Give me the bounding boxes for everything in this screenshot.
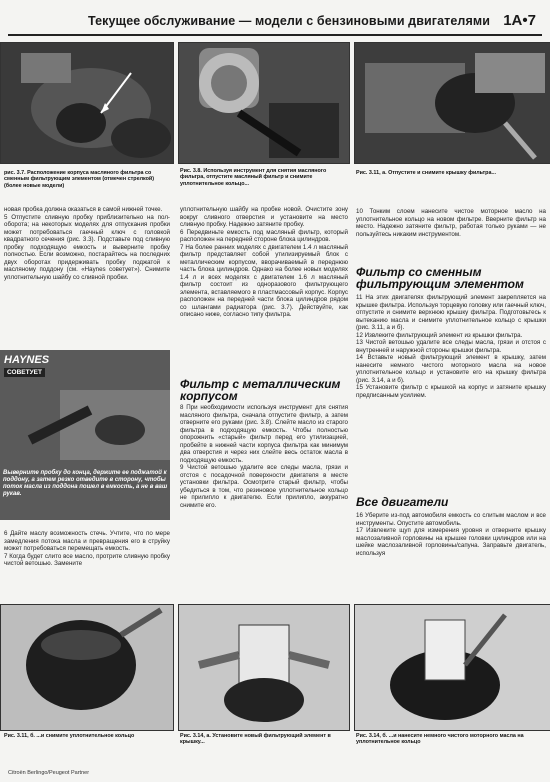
paragraph: уплотнительную шайбу на пробке новой. Очистите зону вокруг сливного отверстия и установите на место сливную пробку. Надежно затяните пробку. xyxy=(180,206,348,228)
paragraph: 15 Установите фильтр с крышкой на корпус и затяните крышку предписанным усилием. xyxy=(356,384,546,399)
header-divider xyxy=(8,34,542,36)
caption-fig-3-14b: Рис. 3.14, б. ...и нанесите немного чистого моторного масла на уплотнительное кольцо xyxy=(356,733,524,746)
caption-fig-3-11b: Рис. 3.11, б. ...и снимите уплотнительное кольцо xyxy=(4,733,135,739)
heading-metal-filter: Фильтр с металлическим корпусом xyxy=(180,377,341,403)
haynes-tip-text: Выверните пробку до конца, держите ее поджатой к поддону, а затем резко отведите в сторону, чтобы поток масла из поддона пошел в емкость, а не в ваш рукав. xyxy=(3,470,168,497)
caption-fig-3-14a: Рис. 3.14, а. Установите новый фильтрующий элемент в крышку... xyxy=(180,733,331,746)
caption-fig-3-8: Рис. 3.8. Используя инструмент для снятия масляного фильтра, отпустите масляный фильтр и снимите уплотнительное кольцо... xyxy=(180,168,327,187)
page-footer: Citroën Berlingo/Peugeot Partner xyxy=(8,770,90,776)
caption-fig-3-11a: Рис. 3.11, а. Отпустите и снимите крышку фильтра... xyxy=(356,170,496,176)
photo-fig-3-11a xyxy=(354,42,550,164)
photo-fig-3-14b xyxy=(354,604,550,731)
paragraph: 7 Когда будет слито все масло, протрите сливную пробку чистой ветошью. Замените xyxy=(4,552,170,567)
column-1-top xyxy=(4,206,170,281)
paragraph: 9 Чистой ветошью удалите все следы масла, грязи и отстоя с посадочной поверхности двигателя в месте установки фильтра. Осмотрите старый фильтр, чтобы убедиться в том, что резиновое уплотнительное кольцо не прилипло к двигателю. Если прилипло, аккуратно снимите его. xyxy=(180,464,348,509)
photo-fig-3-11b xyxy=(0,604,174,731)
haynes-logo: HAYNES xyxy=(4,354,50,366)
haynes-tip-box xyxy=(0,350,170,520)
column-2-top xyxy=(180,206,348,319)
paragraph: 14 Вставьте новый фильтрующий элемент в крышку, затем нанесите немного чистого моторного масла на новое уплотнительное кольцо и установите его на крышку фильтра (рис. 3.14, а и б). xyxy=(356,354,546,384)
paragraph: 17 Извлеките щуп для измерения уровня и отверните крышку маслозаливной горловины на крышке головки цилиндров или на шейке маслозаливной горловины/сапуна. Заправьте двигатель, используя xyxy=(356,527,546,557)
column-1-bottom xyxy=(4,530,170,568)
page-header xyxy=(0,14,550,32)
photo-fig-3-14a xyxy=(178,604,350,731)
heading-element-filter: Фильтр со сменным фильтрующим элементом xyxy=(356,265,524,291)
column-3-middle xyxy=(356,294,546,399)
paragraph: 6 Передвиньте емкость под масляный фильтр, который расположен на передней стороне блока цилиндров. xyxy=(180,228,348,243)
paragraph: 6 Дайте маслу возможность стечь. Учтите, что по мере замедления потока масла и превращения его в струйку может потребоваться перемещать емкость. xyxy=(4,530,170,552)
paragraph: 13 Чистой ветошью удалите все следы масла, грязи и отстоя с внутренней и наружной стороны крышки фильтра. xyxy=(356,339,546,354)
photo-fig-3-7 xyxy=(0,42,174,164)
haynes-advice-label: СОВЕТУЕТ xyxy=(4,368,45,377)
paragraph: 7 На более ранних моделях с двигателем 1.4 л масляный фильтр представляет собой утилизируемый блок с металлическим корпусом, вворачиваемый в переднюю часть блока цилиндров. Однако на более новых моделях 1.4 л и всех моделях с двигателем 1.6 л масляный фильтр состоит из одноразового фильтрующего элемента, вставляемого в пластмассовый корпус. Корпус расположен на передней части блока цилиндров рядом со шлангами радиатора (рис. 3.7). Действуйте, как описано ниже, согласно типу фильтра. xyxy=(180,243,348,318)
column-3-bottom xyxy=(356,512,546,557)
page-title: Текущее обслуживание — модели с бензиновыми двигателями xyxy=(87,14,490,28)
heading-all-engines: Все двигатели xyxy=(356,495,449,509)
paragraph: 10 Тонким слоем нанесите чистое моторное масло на уплотнительное кольцо на новом фильтре. Вверните фильтр на место. Надежно затяните фильтр, работая только руками — не пользуйтесь никаким инструментом. xyxy=(356,208,546,238)
caption-fig-3-7: рис. 3.7. Расположение корпуса масляного фильтра со сменным фильтрующим элементом (отмечен стрелкой) (более новые модели) xyxy=(4,170,155,189)
paragraph: 8 При необходимости используя инструмент для снятия масляного фильтра, сначала отпустите фильтр, а затем отверните его руками (рис. 3.8). Слейте масло из старого фильтра в подходящую емкость. Чтобы полностью опорожнить «старый» фильтр перед его утилизацией, пробейте в нижней части корпуса фильтра как минимум два отверстия и через них слейте весь остаток масла в подходящую емкость. xyxy=(180,404,348,464)
column-3-top xyxy=(356,208,546,238)
paragraph: 16 Уберите из-под автомобиля емкость со слитым маслом и все инструменты. Опустите автомобиль. xyxy=(356,512,546,527)
paragraph: новая пробка должна оказаться в самой нижней точке. xyxy=(4,206,163,213)
photo-fig-3-8 xyxy=(178,42,350,164)
paragraph: 5 Отпустите сливную пробку приблизительно на пол-оборота; на некоторых моделях для отпускания пробки может потребоваться гаечный ключ с головкой квадратного сечения (рис. 3.3). Подставьте под сливную пробку подходящую емкость и выверните пробку полностью. Если возможно, постарайтесь на последних двух оборотах придерживать пробку поджатой к масляному поддону (см. «Haynes советует»). Снимите уплотнительную шайбу со сливной пробки. xyxy=(4,213,170,281)
paragraph: 11 На этих двигателях фильтрующий элемент закрепляется на крышке фильтра. Используя торцевую головку или гаечный ключ, отпустите и снимите верхнюю крышку фильтра. Подготовьтесь к вытеканию масла и снимите уплотнительное кольцо с крышки (рис. 3.11, а и б). xyxy=(356,294,546,331)
section-code: 1A•7 xyxy=(503,12,536,29)
paragraph: 12 Извлеките фильтрующий элемент из крышки фильтра. xyxy=(356,331,523,339)
column-2-bottom xyxy=(180,404,348,509)
